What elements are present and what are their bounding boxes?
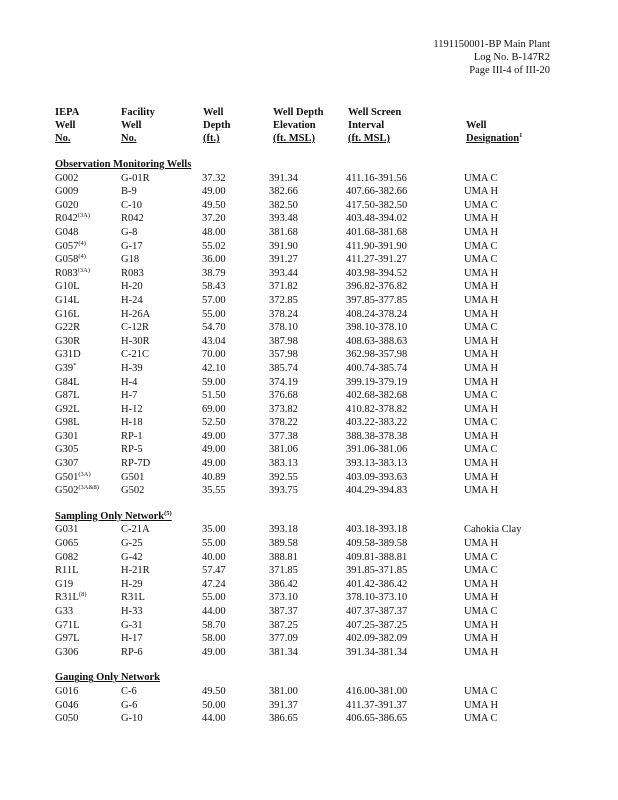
facility-well-no: H-20 — [121, 281, 143, 293]
section-title-note: (5) — [164, 509, 172, 517]
well-designation: UMA H — [464, 226, 499, 238]
depth-elevation: 393.75 — [269, 485, 298, 497]
well-designation: UMA H — [464, 471, 499, 483]
section-title: Gauging Only Network — [55, 672, 161, 684]
well-depth: 58.70 — [202, 619, 226, 631]
screen-interval: 409.58-389.58 — [346, 538, 408, 550]
well-designation: UMA H — [464, 646, 499, 658]
facility-well-no: G-42 — [121, 551, 143, 563]
table-row — [55, 591, 544, 605]
facility-well-no: H-7 — [121, 390, 138, 402]
depth-elevation: 385.74 — [269, 362, 298, 374]
screen-interval: 396.82-376.82 — [346, 281, 408, 293]
screen-interval: 402.68-382.68 — [346, 390, 408, 402]
depth-elevation: 372.85 — [269, 294, 298, 306]
iepa-well-no: G305 — [55, 444, 79, 456]
iepa-well-no: G97L — [55, 633, 80, 645]
well-depth: 44.00 — [202, 713, 226, 725]
section-spacer — [55, 659, 544, 671]
well-designation: UMA H — [464, 267, 499, 279]
facility-well-no: R083 — [121, 267, 144, 279]
section-title-row — [55, 671, 544, 685]
facility-well-no: C-21A — [121, 524, 150, 536]
depth-elevation: 386.65 — [269, 713, 298, 725]
screen-interval: 411.37-391.37 — [346, 699, 407, 711]
table-row — [55, 362, 544, 376]
well-depth: 55.00 — [202, 308, 226, 320]
well-designation: UMA C — [464, 390, 498, 402]
facility-well-no: G-01R — [121, 172, 150, 184]
depth-elevation: 377.38 — [269, 430, 298, 442]
well-depth: 49.00 — [202, 458, 226, 470]
depth-elevation: 381.68 — [269, 226, 298, 238]
facility-well-no: H-12 — [121, 403, 143, 415]
screen-interval: 407.25-387.25 — [346, 619, 408, 631]
table-row — [55, 551, 544, 565]
iepa-well-no: G92L — [55, 403, 80, 415]
iepa-well-no: G307 — [55, 458, 79, 470]
screen-interval: 408.63-388.63 — [346, 335, 408, 347]
depth-elevation: 371.85 — [269, 565, 298, 577]
depth-elevation: 376.68 — [269, 390, 298, 402]
iepa-well-no: G031 — [55, 524, 79, 536]
depth-elevation: 381.34 — [269, 646, 298, 658]
iepa-well-no: G057$^{(4)}$ — [55, 239, 86, 252]
iepa-well-no: $G502^{(3A\&8)}$ — [55, 484, 99, 497]
table-row — [55, 632, 544, 646]
well-designation: UMA H — [464, 430, 499, 442]
well-footnote: (8) — [78, 591, 87, 599]
table-row — [55, 457, 544, 471]
well-depth: 48.00 — [202, 226, 226, 238]
column-header-iepa: IEPA Well No. — [55, 107, 80, 144]
well-depth: 58.00 — [202, 633, 226, 645]
iepa-well-no: G058$^{(4)}$ — [55, 253, 86, 266]
well-designation: UMA H — [464, 403, 499, 415]
table-row — [55, 403, 544, 417]
iepa-well-no: G048 — [55, 226, 79, 238]
depth-elevation: 382.50 — [269, 199, 298, 211]
column-header-facility: Facility Well No. — [121, 107, 155, 144]
well-depth: 50.00 — [202, 699, 226, 711]
iepa-well-no: G065 — [55, 538, 79, 550]
well-depth: 47.24 — [202, 578, 226, 590]
well-designation: UMA C — [464, 417, 498, 429]
depth-elevation: 393.48 — [269, 213, 298, 225]
facility-well-no: G-25 — [121, 538, 143, 550]
screen-interval: 408.24-378.24 — [346, 308, 408, 320]
section-title-row — [55, 510, 544, 524]
well-depth: 54.70 — [202, 322, 226, 334]
well-designation: UMA H — [464, 578, 499, 590]
facility-well-no: G502 — [121, 485, 145, 497]
well-footnote: (4) — [78, 253, 86, 261]
table-row — [55, 199, 544, 213]
table-row — [55, 321, 544, 335]
iepa-well-no: G306 — [55, 646, 79, 658]
depth-elevation: 387.37 — [269, 606, 298, 617]
iepa-well-no: G301 — [55, 430, 79, 442]
depth-elevation: 383.13 — [269, 458, 298, 470]
facility-well-no: H-21R — [121, 565, 150, 577]
depth-elevation: 371.82 — [269, 281, 298, 293]
well-designation: UMA H — [464, 376, 499, 388]
depth-elevation: 381.06 — [269, 444, 298, 456]
depth-elevation: 391.37 — [269, 699, 298, 711]
well-designation: UMA C — [464, 606, 498, 617]
depth-elevation: 389.58 — [269, 538, 298, 550]
well-depth: 51.50 — [202, 390, 226, 402]
table-row — [55, 605, 544, 619]
well-depth: 55.00 — [202, 592, 226, 604]
well-depth: 40.00 — [202, 551, 226, 563]
screen-interval: 402.09-382.09 — [346, 633, 408, 645]
depth-elevation: 381.00 — [269, 685, 298, 697]
iepa-well-no: G98L — [55, 417, 80, 429]
well-designation: UMA H — [464, 308, 499, 320]
table-row — [55, 280, 544, 294]
table-row — [55, 685, 544, 699]
iepa-well-no: G71L — [55, 619, 80, 631]
project-number: 1191150001-BP Main Plant — [433, 39, 550, 50]
facility-well-no: G-8 — [121, 226, 138, 238]
depth-elevation: 378.10 — [269, 322, 298, 334]
well-designation: UMA H — [464, 294, 499, 306]
screen-interval: 378.10-373.10 — [346, 592, 408, 604]
facility-well-no: H-26A — [121, 308, 151, 320]
well-designation: UMA C — [464, 685, 498, 697]
well-depth: 35.55 — [202, 485, 226, 497]
depth-elevation: 378.22 — [269, 417, 298, 429]
facility-well-no: RP-6 — [121, 646, 143, 658]
facility-well-no: R31L — [121, 592, 145, 604]
table-row — [55, 712, 544, 726]
well-designation: UMA H — [464, 699, 499, 711]
facility-well-no: C-6 — [121, 685, 137, 697]
facility-well-no: H-29 — [121, 578, 143, 590]
table-row — [55, 240, 544, 254]
iepa-well-no: G84L — [55, 376, 80, 388]
table-row — [55, 389, 544, 403]
facility-well-no: RP-5 — [121, 444, 143, 456]
screen-interval: 401.42-386.42 — [346, 578, 408, 590]
well-table — [55, 158, 544, 726]
facility-well-no: C-21C — [121, 349, 150, 361]
page-number: Page III-4 of III-20 — [469, 65, 550, 76]
iepa-well-no: G050 — [55, 713, 79, 725]
screen-interval: 393.13-383.13 — [346, 458, 408, 470]
depth-elevation: 393.18 — [269, 524, 298, 536]
well-designation: Cahokia Clay — [464, 524, 522, 536]
screen-interval: 403.18-393.18 — [346, 524, 408, 536]
screen-interval: 397.85-377.85 — [346, 294, 408, 306]
facility-well-no: G-31 — [121, 619, 143, 631]
depth-elevation: 357.98 — [269, 349, 298, 361]
facility-well-no: H-30R — [121, 335, 150, 347]
table-row — [55, 619, 544, 633]
table-row — [55, 226, 544, 240]
depth-elevation: 391.27 — [269, 254, 298, 266]
well-designation: UMA H — [464, 335, 499, 347]
well-designation: UMA C — [464, 172, 498, 184]
iepa-well-no: G14L — [55, 294, 80, 306]
iepa-well-no: G22R — [55, 322, 81, 334]
screen-interval: 400.74-385.74 — [346, 362, 408, 374]
iepa-well-no: G002 — [55, 172, 79, 184]
depth-elevation: 374.19 — [269, 376, 298, 388]
table-row — [55, 185, 544, 199]
well-designation: UMA H — [464, 281, 499, 293]
facility-well-no: H-24 — [121, 294, 143, 306]
iepa-well-no: G33 — [55, 606, 74, 617]
well-designation: UMA H — [464, 633, 499, 645]
depth-elevation: 391.90 — [269, 240, 298, 252]
well-designation: UMA H — [464, 538, 499, 550]
well-designation: UMA H — [464, 362, 499, 374]
well-footnote: (3A&8) — [78, 484, 99, 492]
well-depth: 38.79 — [202, 267, 226, 279]
well-designation: UMA C — [464, 322, 498, 334]
depth-elevation: 387.98 — [269, 335, 298, 347]
screen-interval: 409.81-388.81 — [346, 551, 408, 563]
footnote-marker: 1 — [519, 132, 523, 139]
facility-well-no: G-17 — [121, 240, 143, 252]
screen-interval: 411.16-391.56 — [346, 172, 407, 184]
well-designation: UMA H — [464, 186, 499, 198]
iepa-well-no: G19 — [55, 578, 74, 590]
well-designation: UMA H — [464, 349, 499, 361]
well-footnote: (3A) — [77, 266, 91, 274]
screen-interval: 362.98-357.98 — [346, 349, 408, 361]
facility-well-no: R042 — [121, 213, 144, 225]
iepa-well-no: G016 — [55, 685, 79, 697]
iepa-well-no: $G501^{(3A)}$ — [55, 470, 91, 483]
facility-well-no: G-10 — [121, 713, 143, 725]
depth-elevation: 373.82 — [269, 403, 298, 415]
well-depth: 58.43 — [202, 281, 226, 293]
iepa-well-no: G16L — [55, 308, 80, 320]
screen-interval: 407.66-382.66 — [346, 186, 408, 198]
facility-well-no: H-17 — [121, 633, 143, 645]
screen-interval: 403.09-393.63 — [346, 471, 408, 483]
well-designation: UMA H — [464, 619, 499, 631]
table-row — [55, 253, 544, 267]
table-row — [55, 335, 544, 349]
well-depth: 40.89 — [202, 471, 226, 483]
well-designation: UMA C — [464, 254, 498, 266]
facility-well-no: C-10 — [121, 199, 142, 211]
screen-interval: 406.65-386.65 — [346, 713, 408, 725]
well-depth: 42.10 — [202, 362, 226, 374]
screen-interval: 411.90-391.90 — [346, 240, 407, 252]
well-designation: UMA C — [464, 551, 498, 563]
well-designation: UMA C — [464, 199, 498, 211]
iepa-well-no: G87L — [55, 390, 80, 402]
table-row — [55, 537, 544, 551]
well-depth: 57.47 — [202, 565, 226, 577]
table-row — [55, 564, 544, 578]
iepa-well-no: G009 — [55, 186, 79, 198]
well-depth: 49.00 — [202, 444, 226, 456]
column-header-designation: Well Designation$^1$ — [466, 120, 523, 144]
well-designation: UMA C — [464, 444, 498, 456]
facility-well-no: RP-7D — [121, 458, 151, 470]
well-depth: 36.00 — [202, 254, 226, 266]
depth-elevation: 393.44 — [269, 267, 298, 279]
depth-elevation: 387.25 — [269, 619, 298, 631]
well-footnote: (3A) — [78, 470, 91, 478]
well-depth: 59.00 — [202, 376, 226, 388]
well-depth: 55.02 — [202, 240, 226, 252]
table-row — [55, 578, 544, 592]
screen-interval: 399.19-379.19 — [346, 376, 408, 388]
page-header — [433, 38, 550, 77]
screen-interval: 403.22-383.22 — [346, 417, 408, 429]
log-number: Log No. B-147R2 — [473, 52, 550, 63]
well-depth: 49.00 — [202, 186, 226, 198]
facility-well-no: RP-1 — [121, 430, 143, 442]
column-header-depth: Well Depth (ft.) — [203, 107, 231, 144]
section-spacer — [55, 498, 544, 510]
well-designation: UMA H — [464, 458, 499, 470]
table-row — [55, 212, 544, 226]
facility-well-no: G501 — [121, 471, 145, 483]
facility-well-no: B-9 — [121, 186, 137, 198]
screen-interval: 404.29-394.83 — [346, 485, 408, 497]
table-row — [55, 443, 544, 457]
well-depth: 43.04 — [202, 335, 226, 347]
iepa-well-no: R11L — [55, 565, 79, 577]
well-depth: 37.20 — [202, 213, 226, 225]
table-row — [55, 471, 544, 485]
table-row — [55, 646, 544, 660]
iepa-well-no: G020 — [55, 199, 79, 211]
screen-interval: 411.27-391.27 — [346, 254, 407, 266]
well-designation: UMA H — [464, 592, 499, 604]
facility-well-no: H-18 — [121, 417, 143, 429]
screen-interval: 410.82-378.82 — [346, 403, 408, 415]
facility-well-no: G-6 — [121, 699, 138, 711]
screen-interval: 391.34-381.34 — [346, 646, 408, 658]
screen-interval: 403.48-394.02 — [346, 213, 408, 225]
facility-well-no: H-33 — [121, 606, 143, 617]
well-footnote: (4) — [78, 239, 86, 247]
table-row — [55, 699, 544, 713]
table-row — [55, 308, 544, 322]
iepa-well-no: G39* — [55, 361, 77, 374]
section-title: Sampling Only Network — [55, 510, 165, 522]
depth-elevation: 373.10 — [269, 592, 298, 604]
screen-interval: 416.00-381.00 — [346, 685, 408, 697]
well-designation: UMA C — [464, 713, 498, 725]
screen-interval: 407.37-387.37 — [346, 606, 408, 617]
well-designation: UMA C — [464, 565, 498, 577]
iepa-well-no: G30R — [55, 335, 81, 347]
screen-interval: 388.38-378.38 — [346, 430, 408, 442]
table-row — [55, 416, 544, 430]
facility-well-no: G18 — [121, 254, 140, 266]
column-header-elevation: Well Depth Elevation (ft. MSL) — [273, 107, 324, 144]
well-depth: 35.00 — [202, 524, 226, 536]
iepa-well-no: $R042^{(3A)}$ — [55, 212, 91, 225]
screen-interval: 401.68-381.68 — [346, 226, 408, 238]
screen-interval: 417.50-382.50 — [346, 199, 408, 211]
table-row — [55, 430, 544, 444]
screen-interval: 391.06-381.06 — [346, 444, 408, 456]
iepa-well-no: G31D — [55, 349, 81, 361]
section-title: Observation Monitoring Wells — [55, 159, 192, 170]
well-depth: 49.00 — [202, 646, 226, 658]
iepa-well-no: $R31L^{(8)}$ — [55, 591, 87, 604]
table-row — [55, 172, 544, 186]
table-row — [55, 523, 544, 537]
screen-interval: 398.10-378.10 — [346, 322, 408, 334]
iepa-well-no: G046 — [55, 699, 79, 711]
well-depth: 55.00 — [202, 538, 226, 550]
well-depth: 57.00 — [202, 294, 226, 306]
well-depth: 69.00 — [202, 403, 226, 415]
well-designation: UMA H — [464, 213, 499, 225]
well-footnote: * — [73, 361, 77, 369]
depth-elevation: 386.42 — [269, 578, 298, 590]
well-designation: UMA C — [464, 240, 498, 252]
section-title-row — [55, 158, 544, 172]
screen-interval: 391.85-371.85 — [346, 565, 408, 577]
depth-elevation: 391.34 — [269, 172, 298, 184]
iepa-well-no: G10L — [55, 281, 80, 293]
well-depth: 70.00 — [202, 349, 226, 361]
column-header-screen: Well Screen Interval (ft. MSL) — [348, 107, 402, 144]
well-depth: 49.00 — [202, 430, 226, 442]
well-depth: 52.50 — [202, 417, 226, 429]
iepa-well-no: $R083^{(3A)}$ — [55, 266, 91, 279]
table-row — [55, 267, 544, 281]
table-row — [55, 348, 544, 362]
depth-elevation: 392.55 — [269, 471, 298, 483]
well-footnote: (3A) — [77, 212, 91, 220]
well-depth: 49.50 — [202, 685, 226, 697]
well-depth: 44.00 — [202, 606, 226, 617]
well-designation: UMA H — [464, 485, 499, 497]
iepa-well-no: G082 — [55, 551, 79, 563]
depth-elevation: 382.66 — [269, 186, 298, 198]
well-depth: 37.32 — [202, 172, 226, 184]
facility-well-no: H-39 — [121, 362, 143, 374]
depth-elevation: 388.81 — [269, 551, 298, 563]
screen-interval: 403.98-394.52 — [346, 267, 408, 279]
facility-well-no: H-4 — [121, 376, 138, 388]
depth-elevation: 377.09 — [269, 633, 298, 645]
depth-elevation: 378.24 — [269, 308, 298, 320]
table-row — [55, 484, 544, 498]
facility-well-no: C-12R — [121, 322, 150, 334]
table-row — [55, 376, 544, 390]
table-row — [55, 294, 544, 308]
well-depth: 49.50 — [202, 199, 226, 211]
